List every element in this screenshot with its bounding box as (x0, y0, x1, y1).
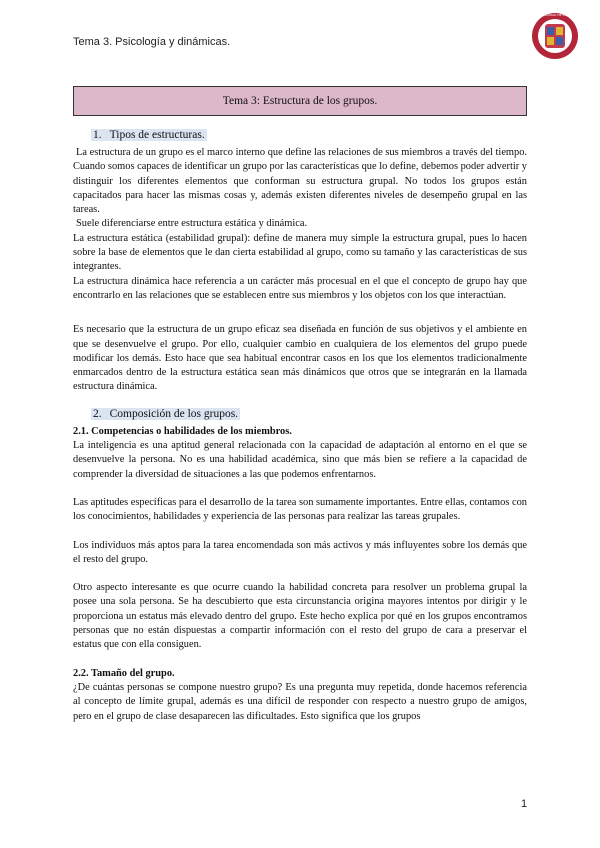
section-title-2: Composición de los grupos. (109, 407, 239, 420)
document-body (73, 128, 527, 724)
topic-title-box (73, 86, 527, 116)
running-header: Tema 3. Psicología y dinámicas. (73, 36, 231, 48)
paragraph: La inteligencia es una aptitud general relacionada con la capacidad de adaptación al entorno en el que se desenvuelve la persona. No es una habilidad académica, sino que más bien se refiere a la capacidad de comprender la diversidad de situaciones a las que podemos enfrentarnos. (73, 440, 527, 480)
university-seal-logo (530, 10, 580, 62)
subsection-heading: 2.2. Tamaño del grupo. (73, 667, 175, 679)
logo-lettering: VNIVERSIDAD DE MURCIA (535, 13, 575, 17)
section-number-2: 2. (93, 407, 102, 420)
paragraph: La estructura dinámica hace referencia a un carácter más procesual en el que el concepto de grupo hay que encontrarlo en las relaciones que se establecen entre sus miembros y los objetos con los que interactúan. (73, 275, 527, 301)
paragraph: ¿De cuántas personas se compone nuestro grupo? Es una pregunta muy repetida, donde hacemos referencia al concepto de límite grupal, además es una difícil de responder con respecto a nuestro grupo de amigos, pero en el grupo de clase desaparecen las dificultades. Esto significa que los grupos (73, 681, 527, 722)
paragraph: Los individuos más aptos para la tarea encomendada son más activos y más influyentes sobre los demás que el resto del grupo. (73, 539, 527, 565)
topic-title: Tema 3: Estructura de los grupos. (222, 95, 378, 107)
section-title-1: Tipos de estructuras. (109, 129, 205, 141)
paragraph: La estructura de un grupo es el marco interno que define las relaciones de sus miembros a través del tiempo. Cuando somos capaces de identificar un grupo por las características que lo define, debemos poder advertir y distinguir los diferentes elementos que conforman su estructura grupal. No todos los grupos están capacitados para hacer las mismas cosas y, además existen diferentes niveles de desempeño grupal en las tareas. (73, 147, 527, 216)
paragraph: Otro aspecto interesante es que ocurre cuando la habilidad concreta para resolver un problema grupal la posee una sola persona. Se ha descubierto que esta circunstancia origina mayores intentos por dirigir y le proporciona un estatus más elevado dentro del grupo. Este hecho explica por qué en los grupos encontramos personas que no están dispuestas a compartir información con el resto del grupo de cara a preservar el estatus que con ella consiguen. (73, 582, 527, 651)
paragraph: La estructura estática (estabilidad grupal): define de manera muy simple la estructura grupal, pues lo hacen sobre la base de elementos que le dan cierta estabilidad al grupo, como su tamaño y las características de sus integrantes. (73, 232, 527, 273)
section-heading-2 (73, 407, 527, 422)
subsection-heading: 2.1. Competencias o habilidades de los miembros. (73, 425, 292, 437)
section-number-1: 1. (93, 129, 102, 141)
paragraph: Las aptitudes específicas para el desarrollo de la tarea son sumamente importantes. Entre ellas, contamos con los conocimientos, habilidades y experiencia de las personas para realizar las tareas grupales. (73, 496, 527, 523)
section-heading-1 (73, 128, 527, 143)
paragraph: Suele diferenciarse entre estructura estática y dinámica. (76, 218, 308, 230)
page-number: 1 (521, 798, 528, 810)
paragraph: Es necesario que la estructura de un grupo eficaz sea diseñada en función de sus objetivos y el ambiente en que se desenvuelve el grupo. Por ello, cualquier cambio en cualquiera de los elementos del grupo puede modificar los demás. Esto hace que sea habitual encontrar casos en los que los elementos tradicionalmente enmarcados dentro de la estructura estática sean más dinámicos que otros que se integrarán en la llamada estructura dinámica. (73, 324, 527, 393)
